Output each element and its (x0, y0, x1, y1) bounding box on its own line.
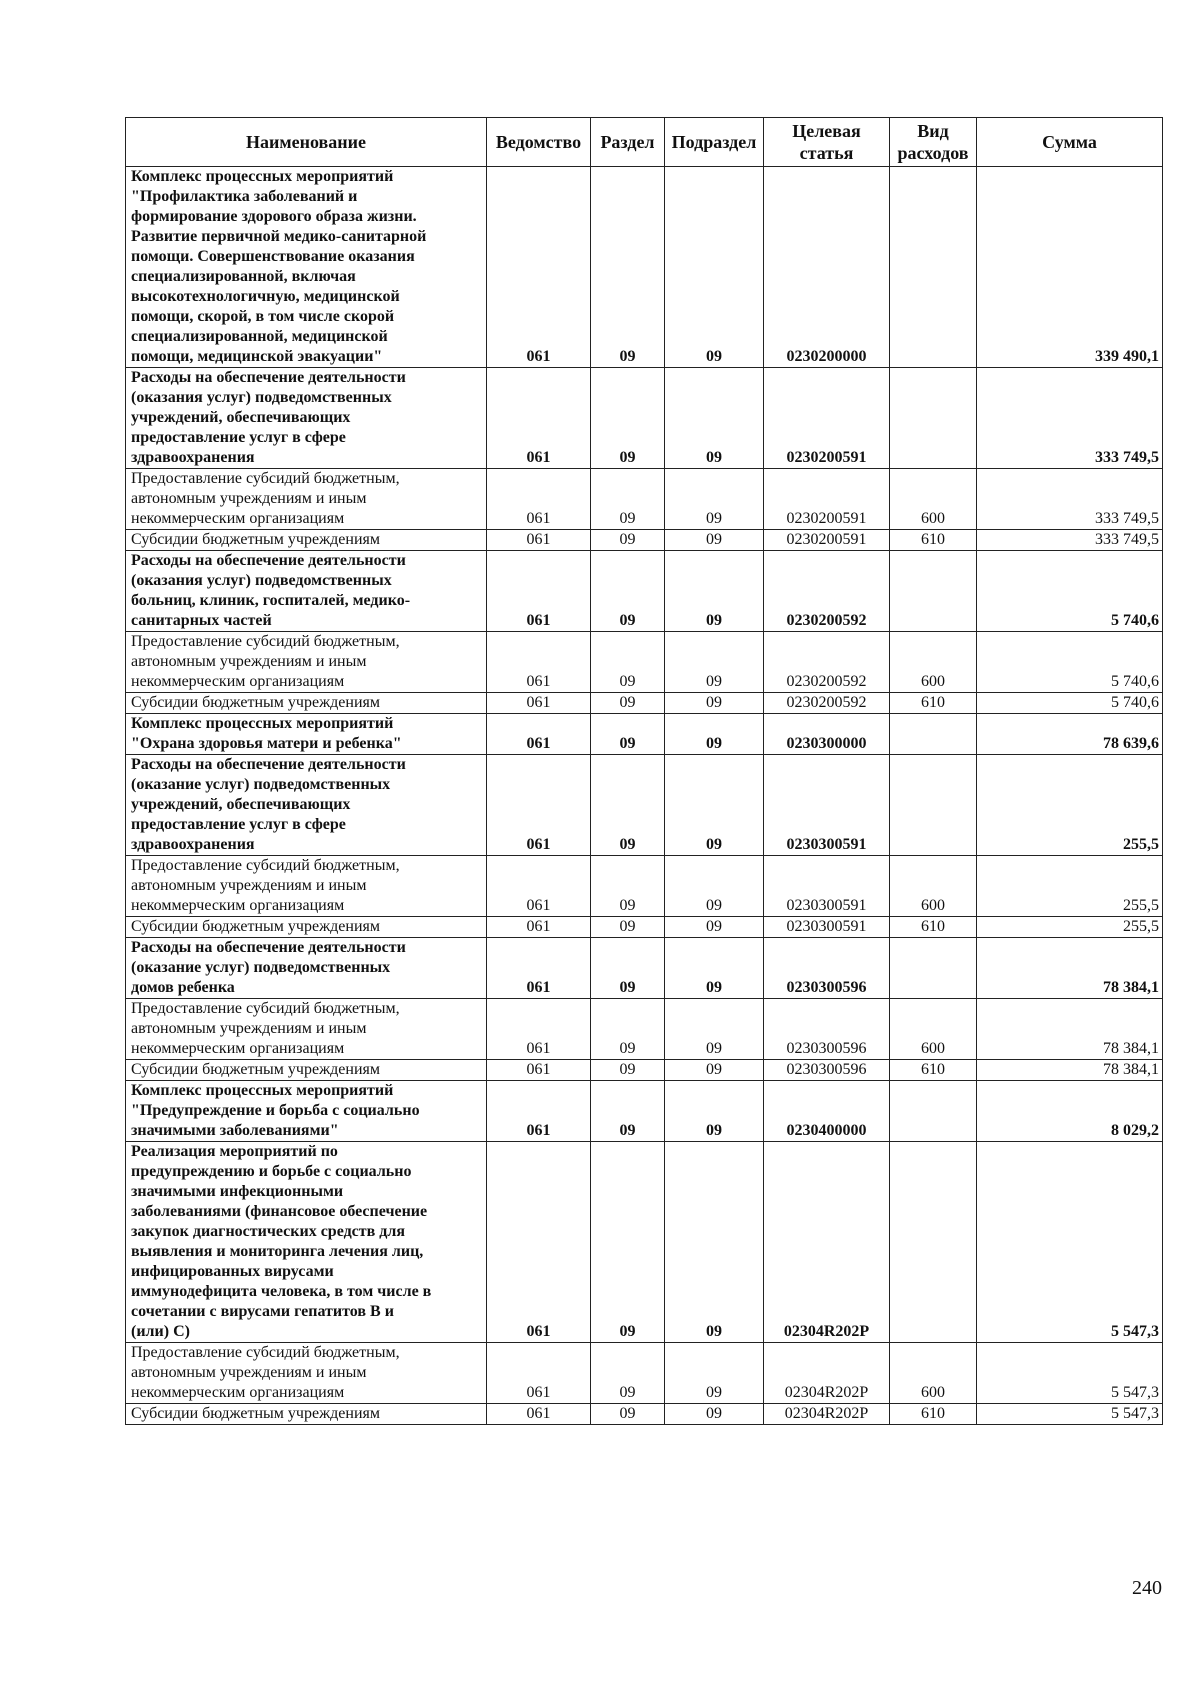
cell-department: 061 (487, 1081, 591, 1142)
cell-subsection: 09 (665, 1081, 764, 1142)
cell-department: 061 (487, 1343, 591, 1404)
cell-department: 061 (487, 167, 591, 368)
cell-name: Предоставление субсидий бюджетным, автономным учреждениям и иным некоммерческим организациям (126, 632, 487, 693)
cell-expense-type (890, 714, 977, 755)
cell-amount: 333 749,5 (977, 469, 1163, 530)
cell-name: Реализация мероприятий по предупреждению и борьбе с социально значимыми инфекционными заболеваниями (финансовое обеспечение закупок диагностических средств для выявления и мониторинга лечения лиц, инфицированных вирусами иммунодефицита человека, в том числе в сочетании с вирусами гепатитов В и (или) С) (126, 1142, 487, 1343)
cell-target-item: 0230400000 (764, 1081, 890, 1142)
cell-subsection: 09 (665, 1060, 764, 1081)
cell-subsection: 09 (665, 368, 764, 469)
cell-subsection: 09 (665, 469, 764, 530)
cell-amount: 333 749,5 (977, 530, 1163, 551)
cell-department: 061 (487, 693, 591, 714)
header-target-item: Целевая статья (764, 118, 890, 167)
cell-name: Предоставление субсидий бюджетным, автономным учреждениям и иным некоммерческим организациям (126, 1343, 487, 1404)
cell-expense-type: 600 (890, 856, 977, 917)
cell-target-item: 02304R202P (764, 1343, 890, 1404)
cell-target-item: 0230200592 (764, 693, 890, 714)
cell-amount: 78 639,6 (977, 714, 1163, 755)
cell-subsection: 09 (665, 551, 764, 632)
table-row (126, 551, 1163, 632)
cell-target-item: 0230300591 (764, 856, 890, 917)
cell-target-item: 02304R202P (764, 1404, 890, 1425)
cell-target-item: 0230300591 (764, 917, 890, 938)
cell-target-item: 0230200592 (764, 632, 890, 693)
header-row (126, 118, 1163, 167)
header-subsection: Подраздел (665, 118, 764, 167)
cell-expense-type: 600 (890, 469, 977, 530)
cell-name: Расходы на обеспечение деятельности (оказание услуг) подведомственных домов ребенка (126, 938, 487, 999)
cell-section: 09 (591, 167, 665, 368)
cell-amount: 78 384,1 (977, 938, 1163, 999)
cell-expense-type: 610 (890, 1404, 977, 1425)
cell-expense-type: 610 (890, 530, 977, 551)
cell-amount: 5 740,6 (977, 693, 1163, 714)
cell-section: 09 (591, 917, 665, 938)
cell-department: 061 (487, 714, 591, 755)
cell-target-item: 0230300596 (764, 1060, 890, 1081)
cell-department: 061 (487, 632, 591, 693)
table-row (126, 755, 1163, 856)
cell-name: Комплекс процессных мероприятий "Предупреждение и борьба с социально значимыми заболеваниями" (126, 1081, 487, 1142)
table-row (126, 530, 1163, 551)
cell-amount: 5 740,6 (977, 551, 1163, 632)
cell-name: Субсидии бюджетным учреждениям (126, 530, 487, 551)
cell-amount: 255,5 (977, 755, 1163, 856)
cell-department: 061 (487, 469, 591, 530)
cell-amount: 8 029,2 (977, 1081, 1163, 1142)
table-row (126, 632, 1163, 693)
cell-department: 061 (487, 368, 591, 469)
cell-subsection: 09 (665, 530, 764, 551)
cell-amount: 255,5 (977, 917, 1163, 938)
table-row (126, 917, 1163, 938)
cell-section: 09 (591, 1081, 665, 1142)
cell-section: 09 (591, 693, 665, 714)
cell-subsection: 09 (665, 1142, 764, 1343)
cell-section: 09 (591, 856, 665, 917)
cell-expense-type: 600 (890, 1343, 977, 1404)
cell-target-item: 0230300596 (764, 999, 890, 1060)
cell-name: Расходы на обеспечение деятельности (оказания услуг) подведомственных больниц, клиник, госпиталей, медико- санитарных частей (126, 551, 487, 632)
cell-expense-type (890, 755, 977, 856)
cell-amount: 5 740,6 (977, 632, 1163, 693)
cell-department: 061 (487, 530, 591, 551)
header-department: Ведомство (487, 118, 591, 167)
table-row (126, 368, 1163, 469)
cell-amount: 78 384,1 (977, 999, 1163, 1060)
cell-target-item: 02304R202P (764, 1142, 890, 1343)
table-row (126, 469, 1163, 530)
table-row (126, 1142, 1163, 1343)
cell-name: Предоставление субсидий бюджетным, автономным учреждениям и иным некоммерческим организациям (126, 469, 487, 530)
cell-department: 061 (487, 1142, 591, 1343)
cell-name: Комплекс процессных мероприятий "Профилактика заболеваний и формирование здорового образа жизни. Развитие первичной медико-санитарной помощи. Совершенствование оказания специализированной, включая высокотехнологичную, медицинской помощи, скорой, в том числе скорой специализированной, медицинской помощи, медицинской эвакуации" (126, 167, 487, 368)
cell-target-item: 0230200591 (764, 368, 890, 469)
cell-section: 09 (591, 1343, 665, 1404)
cell-subsection: 09 (665, 1343, 764, 1404)
cell-target-item: 0230300000 (764, 714, 890, 755)
header-expense-type: Вид расходов (890, 118, 977, 167)
cell-expense-type (890, 551, 977, 632)
cell-subsection: 09 (665, 167, 764, 368)
cell-subsection: 09 (665, 693, 764, 714)
cell-expense-type (890, 167, 977, 368)
header-amount: Сумма (977, 118, 1163, 167)
cell-expense-type: 610 (890, 693, 977, 714)
cell-subsection: 09 (665, 755, 764, 856)
table-row (126, 938, 1163, 999)
cell-subsection: 09 (665, 999, 764, 1060)
table-row (126, 999, 1163, 1060)
cell-subsection: 09 (665, 714, 764, 755)
table-row (126, 1404, 1163, 1425)
cell-name: Расходы на обеспечение деятельности (оказание услуг) подведомственных учреждений, обеспечивающих предоставление услуг в сфере здравоохранения (126, 755, 487, 856)
table-row (126, 714, 1163, 755)
cell-department: 061 (487, 999, 591, 1060)
cell-amount: 339 490,1 (977, 167, 1163, 368)
cell-subsection: 09 (665, 856, 764, 917)
cell-name: Субсидии бюджетным учреждениям (126, 917, 487, 938)
cell-department: 061 (487, 755, 591, 856)
table-row (126, 856, 1163, 917)
cell-name: Предоставление субсидий бюджетным, автономным учреждениям и иным некоммерческим организациям (126, 856, 487, 917)
cell-department: 061 (487, 917, 591, 938)
page-number: 240 (1132, 1577, 1162, 1599)
cell-target-item: 0230200591 (764, 469, 890, 530)
cell-section: 09 (591, 368, 665, 469)
cell-subsection: 09 (665, 917, 764, 938)
cell-amount: 78 384,1 (977, 1060, 1163, 1081)
cell-subsection: 09 (665, 938, 764, 999)
cell-target-item: 0230200000 (764, 167, 890, 368)
cell-section: 09 (591, 1142, 665, 1343)
cell-section: 09 (591, 1060, 665, 1081)
budget-table (125, 117, 1163, 1425)
cell-amount: 255,5 (977, 856, 1163, 917)
cell-department: 061 (487, 1404, 591, 1425)
header-section: Раздел (591, 118, 665, 167)
cell-department: 061 (487, 856, 591, 917)
cell-name: Комплекс процессных мероприятий "Охрана здоровья матери и ребенка" (126, 714, 487, 755)
cell-amount: 5 547,3 (977, 1343, 1163, 1404)
cell-name: Субсидии бюджетным учреждениям (126, 693, 487, 714)
cell-section: 09 (591, 1404, 665, 1425)
cell-amount: 5 547,3 (977, 1142, 1163, 1343)
cell-expense-type: 610 (890, 917, 977, 938)
table-body (126, 167, 1163, 1425)
table-row (126, 1060, 1163, 1081)
table-row (126, 167, 1163, 368)
cell-section: 09 (591, 632, 665, 693)
cell-expense-type (890, 1081, 977, 1142)
cell-department: 061 (487, 551, 591, 632)
cell-section: 09 (591, 469, 665, 530)
cell-expense-type (890, 938, 977, 999)
cell-amount: 5 547,3 (977, 1404, 1163, 1425)
table-row (126, 1343, 1163, 1404)
cell-section: 09 (591, 999, 665, 1060)
cell-section: 09 (591, 530, 665, 551)
cell-amount: 333 749,5 (977, 368, 1163, 469)
cell-target-item: 0230200591 (764, 530, 890, 551)
table-row (126, 1081, 1163, 1142)
cell-subsection: 09 (665, 1404, 764, 1425)
table-header (126, 118, 1163, 167)
cell-target-item: 0230300591 (764, 755, 890, 856)
cell-department: 061 (487, 1060, 591, 1081)
cell-section: 09 (591, 938, 665, 999)
cell-target-item: 0230200592 (764, 551, 890, 632)
cell-section: 09 (591, 714, 665, 755)
table-row (126, 693, 1163, 714)
cell-expense-type: 600 (890, 999, 977, 1060)
cell-name: Предоставление субсидий бюджетным, автономным учреждениям и иным некоммерческим организациям (126, 999, 487, 1060)
cell-subsection: 09 (665, 632, 764, 693)
cell-expense-type (890, 1142, 977, 1343)
cell-department: 061 (487, 938, 591, 999)
cell-section: 09 (591, 551, 665, 632)
cell-name: Расходы на обеспечение деятельности (оказания услуг) подведомственных учреждений, обеспечивающих предоставление услуг в сфере здравоохранения (126, 368, 487, 469)
cell-name: Субсидии бюджетным учреждениям (126, 1404, 487, 1425)
header-name: Наименование (126, 118, 487, 167)
cell-expense-type: 610 (890, 1060, 977, 1081)
cell-expense-type (890, 368, 977, 469)
cell-target-item: 0230300596 (764, 938, 890, 999)
cell-expense-type: 600 (890, 632, 977, 693)
cell-name: Субсидии бюджетным учреждениям (126, 1060, 487, 1081)
cell-section: 09 (591, 755, 665, 856)
